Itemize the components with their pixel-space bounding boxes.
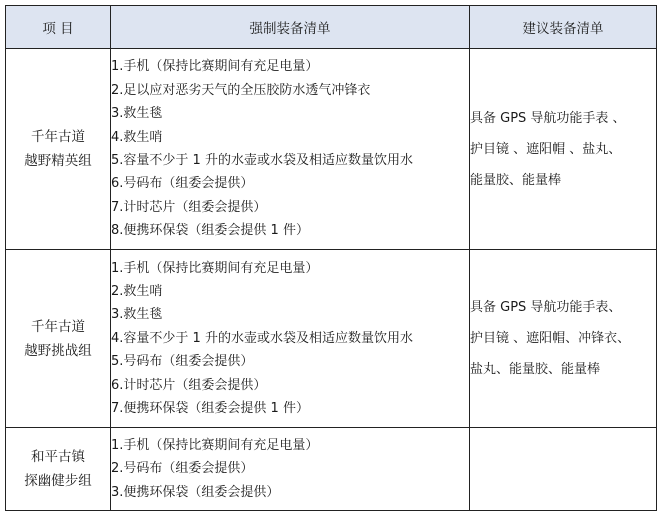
suggested-cell: [470, 250, 657, 428]
required-item: 3.救生毯: [111, 106, 163, 122]
required-cell: [111, 250, 470, 428]
required-item: 8.便携环保袋（组委会提供 1 件）: [111, 223, 309, 239]
table-row: [6, 250, 657, 428]
required-item: 6.计时芯片（组委会提供）: [111, 377, 267, 393]
suggested-line: 能量胶、能量棒: [470, 172, 562, 188]
group-name-line: 探幽健步组: [24, 473, 92, 489]
group-cell: [6, 250, 111, 428]
suggested-line: 护目镜 、遮阳帽 、盐丸、: [470, 141, 622, 157]
suggested-cell-empty: [470, 428, 657, 511]
required-item: 5.容量不少于 1 升的水壶或水袋及相适应数量饮用水: [111, 153, 413, 168]
required-item: 2.足以应对恶劣天气的全压胶防水透气冲锋衣: [111, 82, 371, 98]
header-row: [6, 6, 657, 49]
required-item: 1.手机（保持比赛期间有充足电量）: [111, 260, 319, 276]
required-item: 3.便携环保袋（组委会提供）: [111, 484, 280, 500]
suggested-line: 护目镜 、遮阳帽、冲锋衣、: [470, 331, 631, 346]
equipment-table: [5, 5, 657, 511]
suggested-line: 具备 GPS 导航功能手表、: [470, 300, 622, 315]
group-cell: [6, 428, 111, 511]
group-name-line: 越野精英组: [24, 153, 92, 169]
required-item: 7.便携环保袋（组委会提供 1 件）: [111, 401, 309, 417]
required-item: 1.手机（保持比赛期间有充足电量）: [111, 437, 319, 453]
header-suggested: 建议装备清单: [470, 6, 657, 49]
required-item: 2.救生哨: [111, 283, 163, 299]
required-item: 6.号码布（组委会提供）: [111, 176, 254, 192]
required-item: 4.容量不少于 1 升的水壶或水袋及相适应数量饮用水: [111, 330, 413, 346]
required-item: 1.手机（保持比赛期间有充足电量）: [111, 59, 319, 75]
header-item: 项 目: [6, 6, 111, 49]
required-item: 3.救生毯: [111, 307, 163, 323]
required-item: 2.号码布（组委会提供）: [111, 461, 254, 477]
group-name-line: 和平古镇: [31, 449, 85, 465]
table-row: [6, 49, 657, 250]
suggested-cell: [470, 49, 657, 250]
required-cell: [111, 49, 470, 250]
group-cell: [6, 49, 111, 250]
suggested-line: 盐丸、能量胶、能量棒: [470, 362, 601, 377]
group-name-line: 越野挑战组: [24, 342, 92, 359]
group-name-line: 千年古道: [31, 129, 85, 145]
suggested-line: 具备 GPS 导航功能手表 、: [470, 110, 626, 126]
header-required: 强制装备清单: [111, 6, 470, 49]
group-name-line: 千年古道: [31, 318, 85, 335]
required-cell: [111, 428, 470, 511]
required-item: 4.救生哨: [111, 129, 163, 145]
required-item: 5.号码布（组委会提供）: [111, 354, 254, 370]
required-item: 7.计时芯片（组委会提供）: [111, 199, 267, 215]
table-row: [6, 428, 657, 511]
